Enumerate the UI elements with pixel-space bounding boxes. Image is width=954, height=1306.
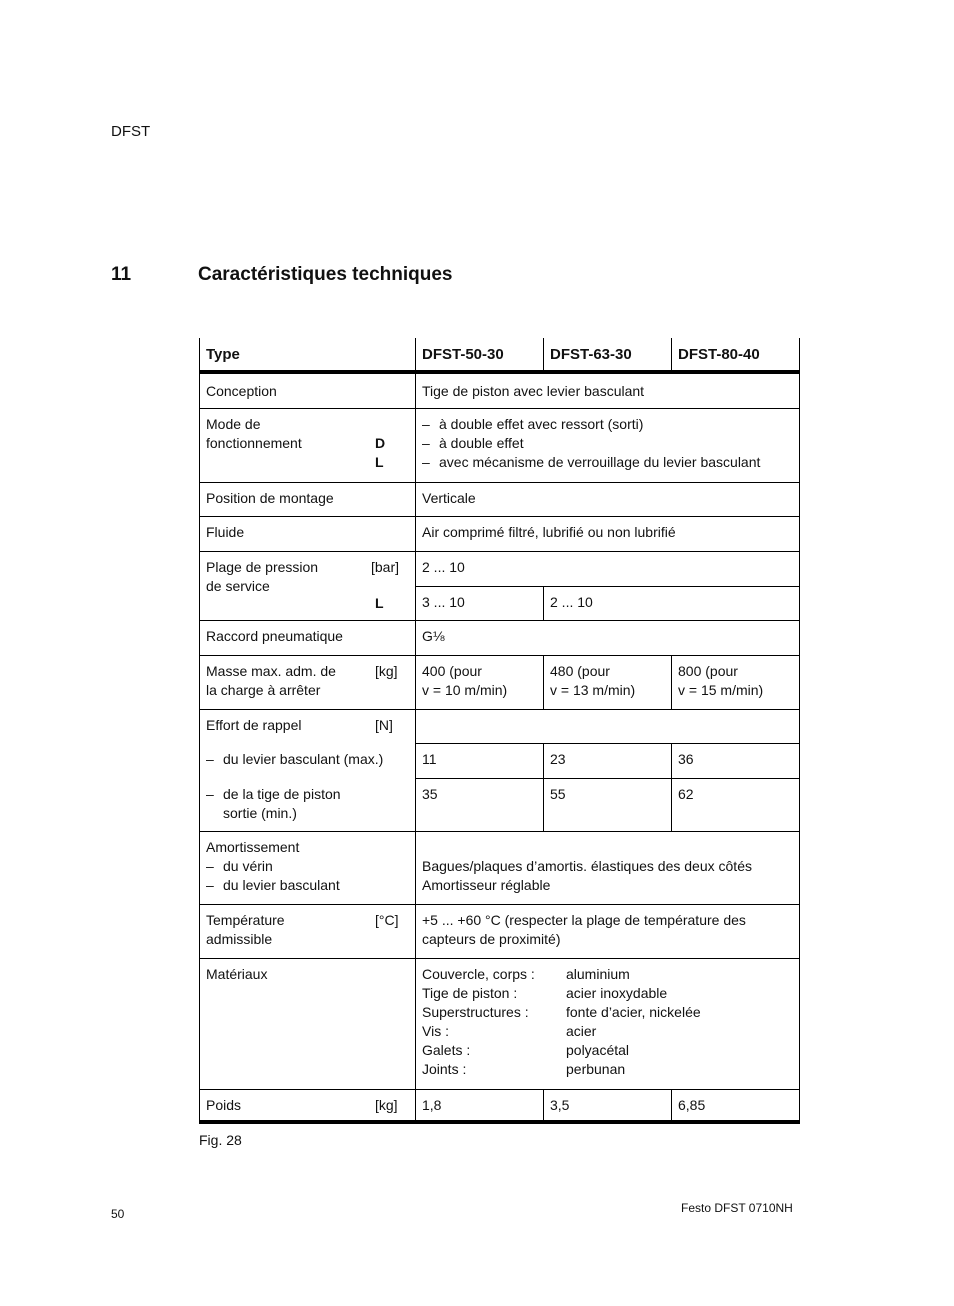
- effort-levier-label: du levier basculant (max.): [223, 750, 384, 767]
- table-cell: 55: [544, 778, 672, 831]
- value-mode: [416, 408, 800, 482]
- row-poids: [200, 1089, 800, 1122]
- pression-code-l: L: [375, 594, 384, 611]
- table-cell: 11: [416, 743, 544, 778]
- figure-caption: Fig. 28: [199, 1132, 242, 1148]
- table-cell: 23: [544, 743, 672, 778]
- pression-unit: [bar]: [370, 558, 399, 575]
- running-header: DFST: [111, 123, 151, 140]
- masse-unit: [kg]: [375, 662, 398, 679]
- table-cell: 35: [416, 778, 544, 831]
- label-raccord: Raccord pneumatique: [200, 620, 416, 655]
- label-position: Position de montage: [200, 482, 416, 516]
- row-masse: [200, 655, 800, 709]
- value-masse-m3: 800 (pour v = 15 m/min): [672, 655, 800, 709]
- effort-unit: [N]: [375, 716, 393, 733]
- header-type: Type: [200, 338, 416, 372]
- value-masse-m1: 400 (pour v = 10 m/min): [416, 655, 544, 709]
- row-fluide: [200, 516, 800, 551]
- value-amort: Bagues/plaques d’amortis. élastiques des deux côtés Amortisseur réglable: [416, 831, 800, 904]
- row-mode: [200, 408, 800, 482]
- pression-label-line-1: Plage de pression: [206, 558, 319, 575]
- value-conception: Tige de piston avec levier basculant: [416, 372, 800, 408]
- amort-label: Amortissement: [206, 838, 300, 855]
- section-title: Caractéristiques techniques: [198, 264, 453, 285]
- spec-table: [199, 338, 799, 1124]
- header-model-1: DFST-50-30: [416, 338, 544, 372]
- row-effort: [200, 709, 800, 743]
- effort-label: Effort de rappel: [206, 716, 302, 733]
- table-cell: 6,85: [672, 1089, 800, 1122]
- table-cell: 3,5: [544, 1089, 672, 1122]
- list-item: – du vérin: [206, 857, 273, 874]
- section-number: 11: [111, 264, 132, 285]
- poids-unit: [kg]: [375, 1096, 398, 1113]
- list-item: – à double effet avec ressort (sorti): [422, 415, 644, 432]
- masse-label-line-1: Masse max. adm. de: [206, 662, 336, 679]
- value-pression-l-m23: 2 ... 10: [544, 586, 800, 620]
- label-amort: [200, 831, 416, 904]
- value-effort-empty: [416, 709, 800, 743]
- mode-label-line-1: Mode de: [206, 415, 261, 432]
- row-materiaux: [200, 958, 800, 1089]
- header-model-3: DFST-80-40: [672, 338, 800, 372]
- mode-label-line-2: fonctionnement: [206, 434, 302, 451]
- row-raccord: [200, 620, 800, 655]
- label-poids: Poids [kg]: [200, 1089, 416, 1122]
- list-item: – du levier basculant: [206, 876, 340, 893]
- value-materiaux: Couvercle, corps : aluminium Tige de piston : acier inoxydable Superstructures : fonte d’acier, nickelée Vis : acier Galets : polyacétal Joints : perbunan: [416, 958, 800, 1089]
- label-conception: Conception: [200, 372, 416, 408]
- value-pression-all: 2 ... 10: [416, 551, 800, 586]
- temp-unit: [°C]: [375, 911, 399, 928]
- effort-tige-label-1: de la tige de piston: [223, 785, 341, 802]
- row-conception: [200, 372, 800, 408]
- row-position: [200, 482, 800, 516]
- list-item: – du levier basculant (max.): [206, 750, 384, 767]
- row-amort: [200, 831, 800, 904]
- header-model-2: DFST-63-30: [544, 338, 672, 372]
- row-temp: [200, 904, 800, 958]
- list-item: – à double effet: [422, 434, 524, 451]
- value-masse-m2: 480 (pour v = 13 m/min): [544, 655, 672, 709]
- table-cell: 36: [672, 743, 800, 778]
- label-masse: [200, 655, 416, 709]
- value-temp: +5 ... +60 °C (respecter la plage de température des capteurs de proximité): [416, 904, 800, 958]
- value-fluide: Air comprimé filtré, lubrifié ou non lubrifié: [416, 516, 800, 551]
- mode-code-l: L: [375, 453, 384, 470]
- label-mode: [200, 408, 416, 482]
- label-temp: Température [°C] admissible: [200, 904, 416, 958]
- label-effort: [200, 709, 416, 831]
- effort-tige-label-2: sortie (min.): [223, 804, 297, 821]
- label-materiaux: Matériaux: [200, 958, 416, 1089]
- value-pression-l-m1: 3 ... 10: [416, 586, 544, 620]
- list-item: – de la tige de piston sortie (min.): [206, 785, 341, 821]
- list-item: – avec mécanisme de verrouillage du levier basculant: [422, 453, 761, 470]
- page-number: 50: [111, 1207, 125, 1221]
- pression-label-line-2: de service: [206, 577, 270, 594]
- value-position: Verticale: [416, 482, 800, 516]
- value-raccord: G⅛: [416, 620, 800, 655]
- footer-doc-id: Festo DFST 0710NH: [681, 1201, 793, 1215]
- row-pression: [200, 551, 800, 586]
- table-cell: 62: [672, 778, 800, 831]
- masse-label-line-2: la charge à arrêter: [206, 681, 321, 698]
- mode-code-d: D: [375, 434, 386, 451]
- table-cell: 1,8: [416, 1089, 544, 1122]
- label-fluide: Fluide: [200, 516, 416, 551]
- label-pression: [200, 551, 416, 620]
- table-header-row: [200, 338, 800, 372]
